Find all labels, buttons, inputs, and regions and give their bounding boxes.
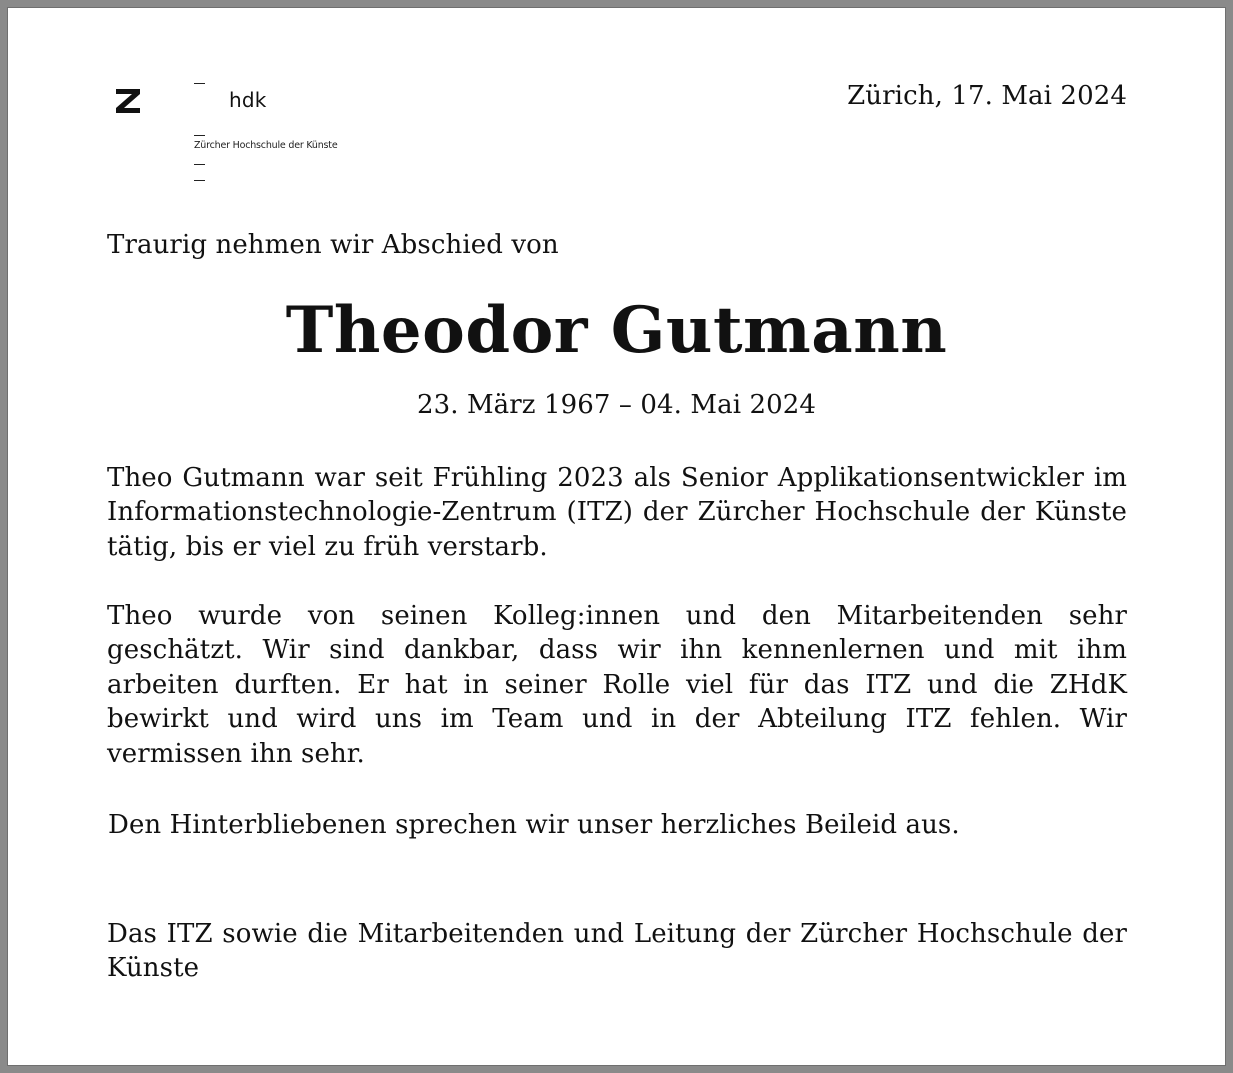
paragraph-role: Theo Gutmann war seit Frühling 2023 als Senior Applikationsentwickler im Informationstechnologie-Zentrum (ITZ) der Zürcher Hochschule der Künste tätig, bis er viel zu früh verstarb. (107, 463, 1127, 562)
paragraph-condolences: Den Hinterbliebenen sprechen wir unser herzliches Beileid aus. (108, 810, 960, 840)
logo-institution-name: Zürcher Hochschule der Künste (194, 140, 338, 151)
obituary-page (8, 8, 1225, 1065)
deceased-name: Theodor Gutmann (285, 293, 948, 368)
paragraph-signature: Das ITZ sowie die Mitarbeitenden und Leitung der Zürcher Hochschule der Künste (107, 919, 1127, 984)
logo-dash (194, 83, 205, 84)
logo-z-mark (115, 88, 141, 114)
paragraph-appreciation: Theo wurde von seinen Kolleg:innen und den Mitarbeitenden sehr geschätzt. Wir sind dankbar, dass wir ihn kennenlernen und mit ihm arbeiten durften. Er hat in seiner Rolle viel für das ITZ und die ZHdK bewirkt und wird uns im Team und in der Abteilung ITZ fehlen. Wir vermissen ihn sehr. (107, 601, 1127, 769)
intro-line: Traurig nehmen wir Abschied von (107, 230, 559, 260)
logo-dash (194, 180, 205, 181)
life-dates: 23. März 1967 – 04. Mai 2024 (416, 390, 817, 420)
place-and-date: Zürich, 17. Mai 2024 (847, 81, 1127, 111)
logo-dash (194, 164, 205, 165)
logo-dash (194, 135, 205, 136)
zhdk-logo (115, 74, 385, 184)
logo-hdk-text: hdk (229, 88, 267, 112)
